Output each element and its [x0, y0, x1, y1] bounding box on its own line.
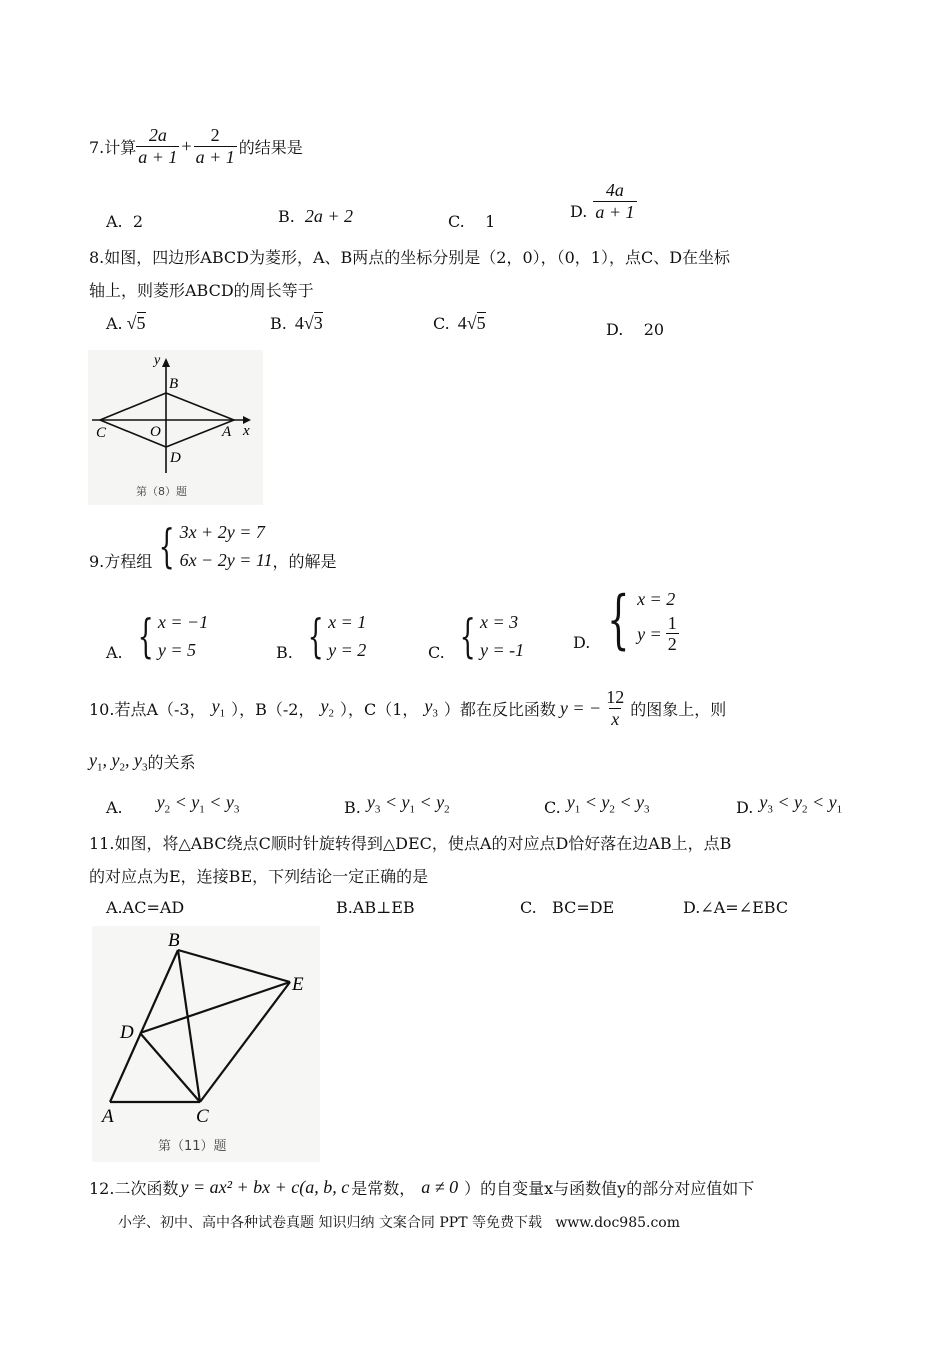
label-x: x — [243, 423, 250, 439]
q7-option-a: A. 2 — [106, 212, 143, 231]
q8-option-d: D. 20 — [606, 320, 665, 339]
q9-system: { 3x + 2y = 7 6x − 2y = 11 — [158, 519, 273, 573]
q8-option-b: B. 4√3 — [270, 313, 323, 333]
q7-stem: 7.计算 — [89, 137, 137, 157]
q8-figure — [88, 350, 263, 505]
q9-tail: ，的解是 — [272, 552, 337, 571]
q11-caption: 第（11）题 — [158, 1139, 227, 1154]
q8-caption: 第（8）题 — [136, 485, 187, 498]
q11-line2: 的对应点为E，连接BE，下列结论一定正确的是 — [89, 867, 429, 886]
q7-option-d: D. $\frac{4a}{a + 1}$ — [570, 180, 635, 222]
label-b: B — [169, 376, 179, 392]
q7-tail: 的结果是 — [238, 137, 303, 157]
q9-stem-line — [89, 510, 337, 574]
q8-line1: 8.如图，四边形ABCD为菱形，A、B两点的坐标分别是（2，0），（0，1），点C、D在坐标 — [89, 248, 731, 267]
q11-figure — [92, 926, 320, 1162]
q9-option-c: C. { x = 3 y = -1 — [428, 609, 525, 663]
label-b: B — [168, 930, 180, 951]
q10-function: y = − $\frac{12}{x}$ — [559, 686, 625, 729]
label-o: O — [150, 424, 161, 440]
label-c: C — [196, 1106, 209, 1127]
q8-line2: 轴上，则菱形ABCD的周长等于 — [89, 281, 314, 300]
q11-option-a: A.AC=AD — [106, 898, 185, 917]
q7-stem-line — [89, 116, 303, 176]
label-d: D — [170, 450, 181, 466]
q9-option-b: B. { x = 1 y = 2 — [276, 609, 367, 663]
q7-option-c: C. 1 — [448, 212, 496, 231]
page-footer: 小学、初中、高中各种试卷真题 知识归纳 文案合同 PPT 等免费下载 www.doc985.com — [118, 1215, 681, 1231]
q9-stem: 9.方程组 — [89, 552, 153, 571]
q10-line2: $y_1$, $y_2$, $y_3$ 的关系 — [89, 750, 196, 774]
q11-option-c: C. BC=DE — [520, 898, 615, 917]
q7-plus: + — [181, 135, 192, 156]
label-d: D — [120, 1022, 134, 1043]
label-y: y — [154, 353, 161, 368]
q10-line1: 10.若点A（-3， $y_1$ ），B（-2， $y_2$ ），C（1， $y_3$ ）都在反比函数 y = − $\frac{12}{x}$ 的图象上，则 — [89, 686, 727, 729]
q10-option-c: C. $y_1 < y_2 < y_3$ — [544, 791, 650, 817]
label-a: A — [222, 424, 232, 440]
q10-option-b: B. $y_3 < y_1 < y_2$ — [344, 791, 450, 817]
q11-line1: 11.如图，将△ABC绕点C顺时针旋转得到△DEC，使点A的对应点D恰好落在边AB上，点B — [89, 834, 732, 853]
q8-figure-bg — [88, 350, 263, 505]
q12-line: 12.二次函数 y = ax² + bx + c(a, b, c 是常数， a ≠ 0 ）的自变量x与函数值y的部分对应值如下 — [89, 1177, 755, 1198]
q10-option-d: D. $y_3 < y_2 < y_1$ — [736, 791, 843, 817]
q9-option-a: A. { x = −1 y = 5 — [106, 609, 209, 663]
label-c: C — [96, 425, 107, 441]
q8-option-a: A. √5 — [106, 313, 146, 333]
q10-option-a: A. $y_2 < y_1 < y_3$ — [106, 791, 240, 817]
q7-option-b: B. 2a + 2 — [278, 206, 353, 226]
q7-frac2: $\frac{2}{a + 1}$ — [195, 124, 235, 167]
q11-option-d: D.∠A=∠EBC — [683, 898, 789, 917]
q7-frac1: $\frac{2a}{a + 1}$ — [138, 124, 178, 167]
q11-option-b: B.AB⊥EB — [336, 898, 415, 917]
label-a: A — [102, 1106, 114, 1127]
q8-option-c: C. 4√5 — [433, 313, 486, 333]
label-e: E — [292, 974, 304, 995]
q9-option-d: D. { x = 2 y = $\frac{1}{2}$ — [573, 582, 677, 657]
